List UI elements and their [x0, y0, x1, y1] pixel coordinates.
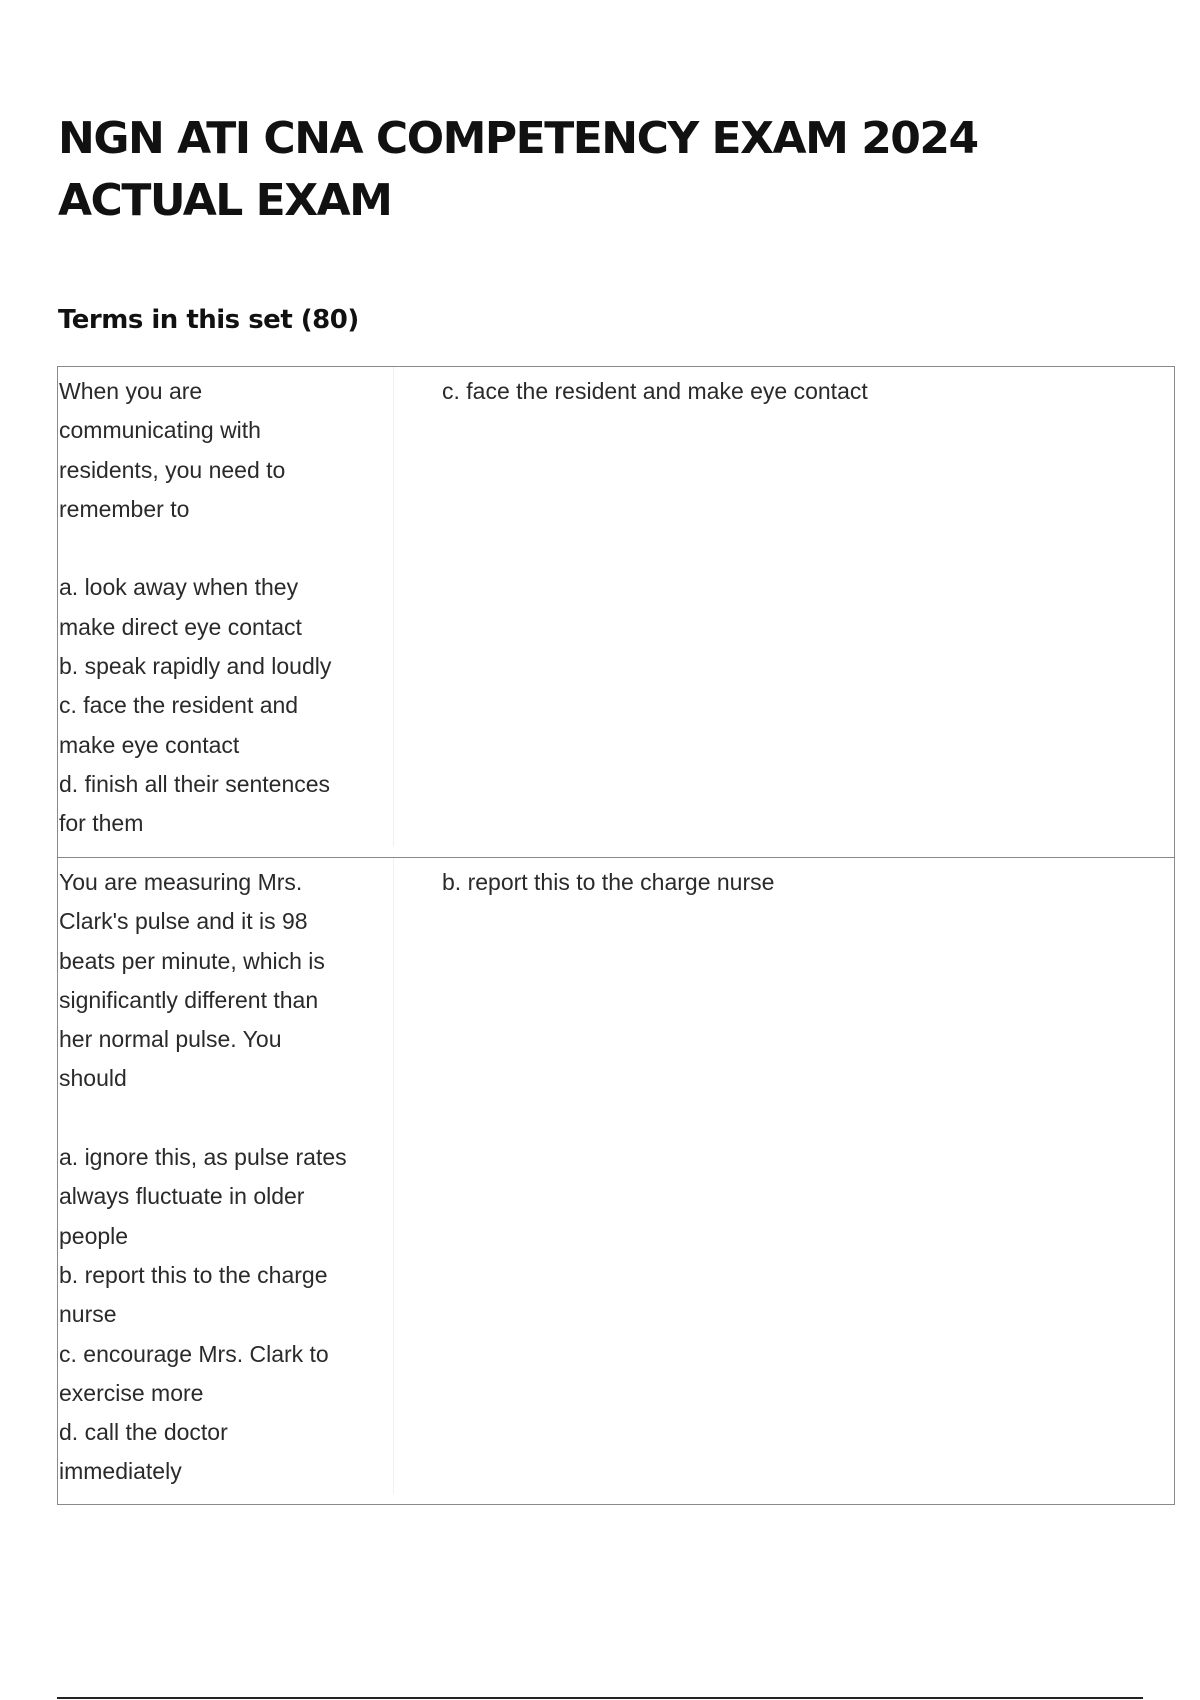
- term-question: [58, 367, 394, 847]
- page-title: NGN ATI CNA COMPETENCY EXAM 2024 ACTUAL EXAM: [58, 113, 978, 226]
- term-line: should: [59, 1065, 127, 1092]
- term-line: a. look away when they: [59, 574, 299, 601]
- term-answer: [442, 367, 868, 857]
- term-line: When you are: [59, 378, 203, 404]
- term-question: [58, 858, 394, 1494]
- term-answer: [442, 858, 774, 1504]
- term-line: You are measuring Mrs.: [59, 869, 303, 895]
- term-line: b. speak rapidly and loudly: [59, 653, 332, 680]
- term-line: b. report this to the charge: [59, 1261, 328, 1288]
- term-line: [59, 1099, 393, 1138]
- term-line: people: [59, 1222, 129, 1249]
- term-line: c. encourage Mrs. Clark to: [59, 1340, 329, 1367]
- term-line: nurse: [59, 1301, 117, 1328]
- term-line: for them: [59, 810, 144, 837]
- term-row: [58, 857, 1174, 1504]
- term-line: make direct eye contact: [59, 613, 302, 640]
- term-line: remember to: [59, 495, 190, 522]
- term-line: [59, 529, 393, 568]
- term-line: communicating with: [59, 417, 261, 444]
- term-line: c. face the resident and: [59, 692, 299, 719]
- term-line: make eye contact: [59, 731, 240, 758]
- term-line: always fluctuate in older: [59, 1183, 305, 1210]
- terms-table: [57, 366, 1175, 1505]
- term-line: d. finish all their sentences: [59, 770, 331, 797]
- term-line: a. ignore this, as pulse rates: [59, 1144, 347, 1171]
- term-row: [58, 367, 1174, 857]
- footer-divider: [57, 1697, 1143, 1699]
- answer-text: c. face the resident and make eye contact: [442, 378, 868, 404]
- term-line: residents, you need to: [59, 456, 286, 483]
- term-line: significantly different than: [59, 986, 319, 1013]
- answer-text: b. report this to the charge nurse: [442, 869, 775, 895]
- term-line: exercise more: [59, 1379, 204, 1406]
- term-line: immediately: [59, 1458, 182, 1485]
- term-line: d. call the doctor: [59, 1419, 228, 1446]
- term-line: her normal pulse. You: [59, 1026, 282, 1053]
- term-line: Clark's pulse and it is 98: [59, 908, 308, 935]
- term-line: beats per minute, which is: [59, 947, 325, 974]
- terms-count-heading: Terms in this set (80): [58, 305, 359, 335]
